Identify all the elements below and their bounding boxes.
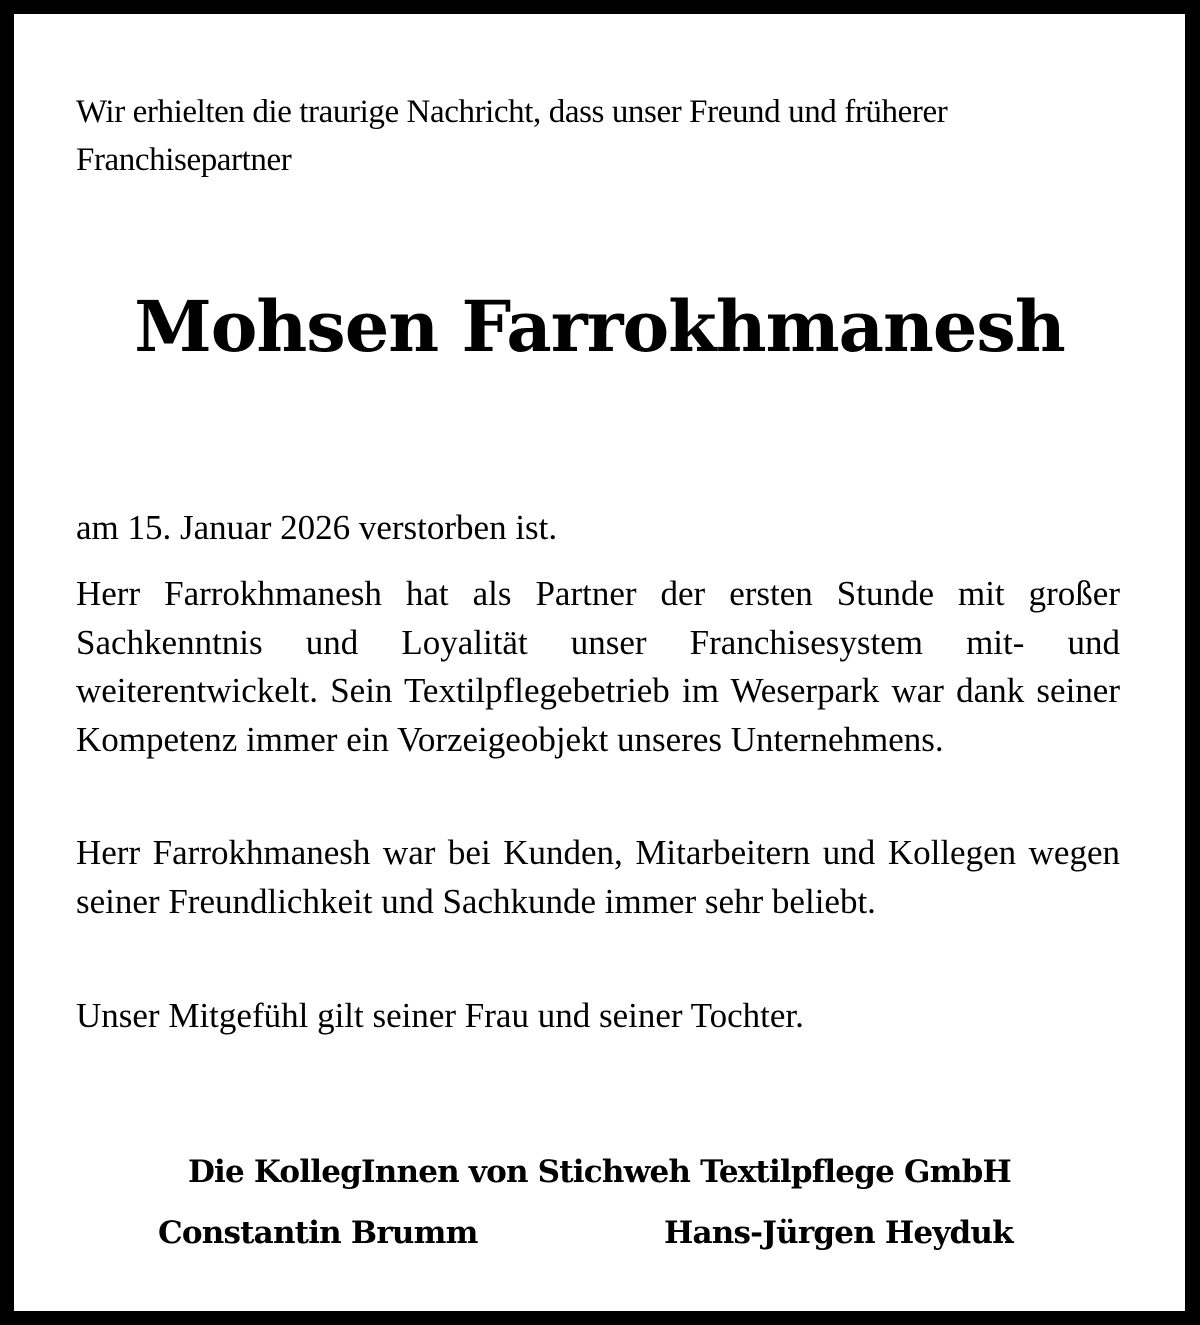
signature-name-1: Constantin Brumm <box>158 1215 478 1251</box>
intro-text: Wir erhielten die traurige Nachricht, dass unser Freund und früherer Franchisepartner <box>76 94 948 178</box>
signature-name-2: Hans-Jürgen Heyduk <box>664 1215 1013 1251</box>
paragraph-tribute: Herr Farrokhmanesh hat als Partner der ersten Stunde mit großer Sachkenntnis und Loyalität unser Franchisesystem mit- und weiterentwickelt. Sein Textilpflegebetrieb im Weserpark war dank seiner Kompetenz immer ein Vorzeigeobjekt unseres Unternehmens. <box>76 574 1120 759</box>
date-line: am 15. Januar 2026 verstorben ist. <box>76 508 558 547</box>
paragraph-condolence: Unser Mitgefühl gilt seiner Frau und seiner Tochter. <box>76 996 804 1035</box>
deceased-name: Mohsen Farrokhmanesh <box>134 285 1065 368</box>
signature-company: Die KollegInnen von Stichweh Textilpflege GmbH <box>187 1154 1012 1190</box>
paragraph-appreciation: Herr Farrokhmanesh war bei Kunden, Mitarbeitern und Kollegen wegen seiner Freundlichkeit und Sachkunde immer sehr beliebt. <box>76 833 1120 921</box>
obituary-notice <box>14 14 1185 1311</box>
